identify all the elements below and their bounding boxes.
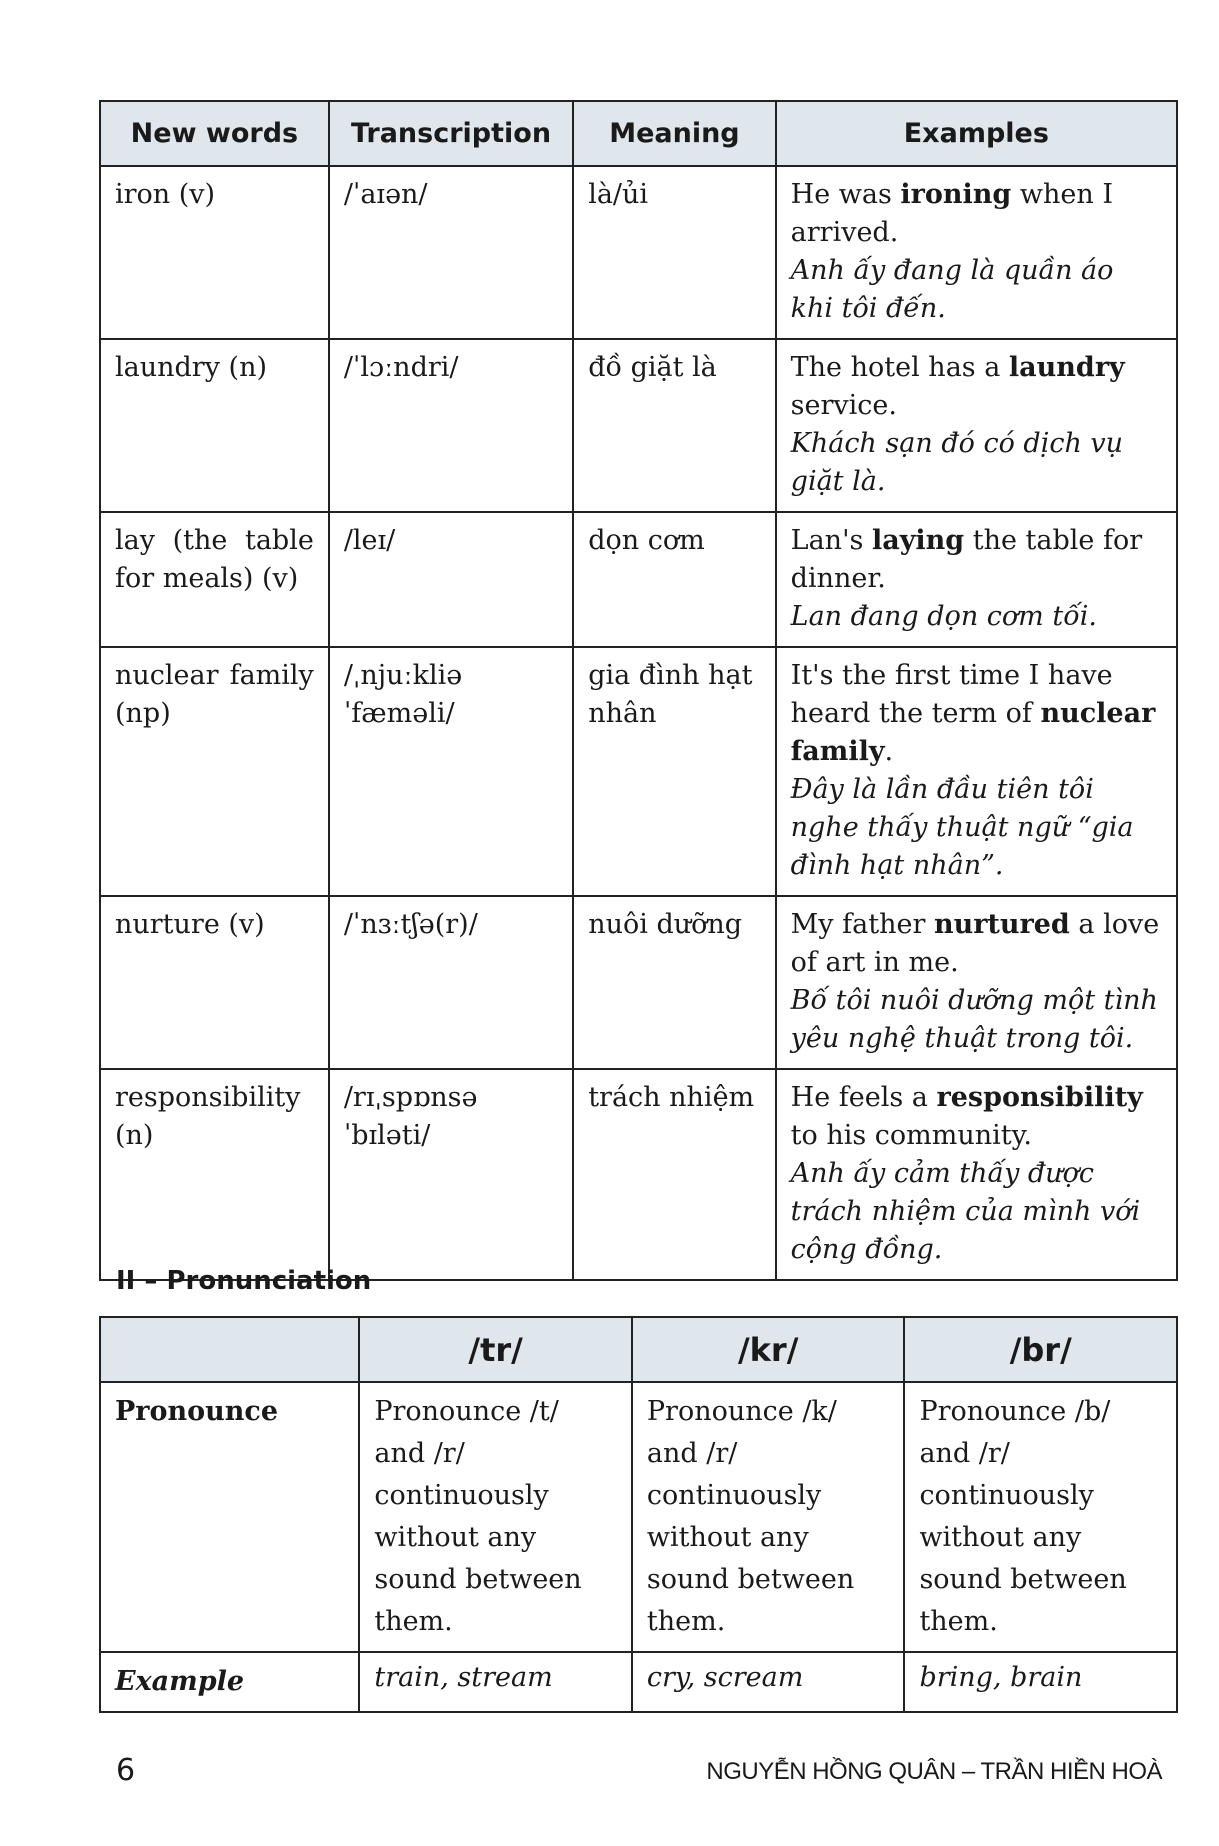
example-kr: cry, scream bbox=[632, 1652, 905, 1712]
vocab-meaning: đồ giặt là bbox=[573, 339, 775, 512]
example-vietnamese: Khách sạn đó có dịch vụ giặt là. bbox=[790, 428, 1124, 497]
vocab-example bbox=[776, 896, 1177, 1069]
example-text: the table for dinner. bbox=[790, 525, 1143, 594]
example-keyword: ironing bbox=[900, 179, 1012, 210]
vocab-meaning: trách nhiệm bbox=[573, 1069, 775, 1280]
example-text: He feels a bbox=[790, 1082, 937, 1113]
vocab-meaning: dọn cơm bbox=[573, 512, 775, 647]
example-text: when I arrived. bbox=[790, 179, 1114, 248]
vocab-transcription: /ˈaɪən/ bbox=[329, 166, 573, 339]
vocab-word: lay (the table for meals) (v) bbox=[100, 512, 329, 647]
header-transcription: Transcription bbox=[329, 101, 573, 166]
table-row bbox=[100, 512, 1177, 647]
page-number: 6 bbox=[116, 1753, 136, 1788]
vocab-example bbox=[776, 647, 1177, 896]
example-keyword: nuclear family bbox=[790, 698, 1156, 767]
vocab-example bbox=[776, 339, 1177, 512]
example-text: He was bbox=[790, 179, 901, 210]
vocab-transcription: /ˌnjuːkliə ˈfæməli/ bbox=[329, 647, 573, 896]
example-keyword: laundry bbox=[1008, 352, 1125, 383]
example-text: to his community. bbox=[790, 1120, 1032, 1151]
header-kr: /kr/ bbox=[632, 1317, 905, 1382]
pronunciation-table bbox=[99, 1316, 1178, 1713]
table-row bbox=[100, 339, 1177, 512]
vocab-transcription: /ˈlɔːndri/ bbox=[329, 339, 573, 512]
example-text: It's the first time I have heard the term of bbox=[790, 660, 1113, 729]
example-english bbox=[791, 176, 1162, 252]
example-text: . bbox=[884, 736, 894, 767]
header-examples: Examples bbox=[776, 101, 1177, 166]
vocab-example bbox=[776, 512, 1177, 647]
example-text: service. bbox=[790, 390, 897, 421]
vocab-word: responsibility (n) bbox=[100, 1069, 329, 1280]
vocab-word: nurture (v) bbox=[100, 896, 329, 1069]
vocab-example bbox=[776, 1069, 1177, 1280]
pronounce-tr: Pronounce /t/ and /r/ continuously without any sound between them. bbox=[359, 1382, 632, 1652]
section-heading-pronunciation: II – Pronunciation bbox=[116, 1266, 372, 1296]
example-row bbox=[100, 1652, 1177, 1712]
example-keyword: nurtured bbox=[933, 909, 1070, 940]
footer-authors: NGUYỄN HỒNG QUÂN – TRẦN HIỀN HOÀ bbox=[706, 1758, 1162, 1785]
example-text: The hotel has a bbox=[790, 352, 1009, 383]
header-br: /br/ bbox=[904, 1317, 1177, 1382]
pronounce-br: Pronounce /b/ and /r/ continuously without any sound between them. bbox=[904, 1382, 1177, 1652]
vocab-word: nuclear family (np) bbox=[100, 647, 329, 896]
vocab-meaning: gia đình hạt nhân bbox=[573, 647, 775, 896]
example-english bbox=[791, 906, 1162, 982]
example-label: Example bbox=[100, 1652, 359, 1712]
example-keyword: laying bbox=[871, 525, 965, 556]
vocab-transcription: /rɪˌspɒnsəˈbɪləti/ bbox=[329, 1069, 573, 1280]
example-keyword: responsibility bbox=[936, 1082, 1143, 1113]
example-vietnamese: Anh ấy cảm thấy được trách nhiệm của mình với cộng đồng. bbox=[790, 1158, 1141, 1265]
table-row bbox=[100, 647, 1177, 896]
example-vietnamese: Lan đang dọn cơm tối. bbox=[790, 601, 1097, 632]
example-english bbox=[791, 522, 1162, 598]
example-br: bring, brain bbox=[904, 1652, 1177, 1712]
example-text: Lan's bbox=[790, 525, 872, 556]
pronounce-row bbox=[100, 1382, 1177, 1652]
vocab-transcription: /leɪ/ bbox=[329, 512, 573, 647]
header-new-words: New words bbox=[100, 101, 329, 166]
example-vietnamese: Đây là lần đầu tiên tôi nghe thấy thuật ngữ “gia đình hạt nhân”. bbox=[790, 774, 1134, 881]
example-english bbox=[791, 657, 1162, 771]
table-row bbox=[100, 166, 1177, 339]
vocabulary-table bbox=[99, 100, 1178, 1281]
vocab-word: laundry (n) bbox=[100, 339, 329, 512]
vocab-transcription: /ˈnɜːtʃə(r)/ bbox=[329, 896, 573, 1069]
header-blank bbox=[100, 1317, 359, 1382]
example-english bbox=[791, 1079, 1162, 1155]
example-vietnamese: Anh ấy đang là quần áo khi tôi đến. bbox=[790, 255, 1114, 324]
vocab-meaning: nuôi dưỡng bbox=[573, 896, 775, 1069]
pronounce-kr: Pronounce /k/ and /r/ continuously without any sound between them. bbox=[632, 1382, 905, 1652]
table-row bbox=[100, 896, 1177, 1069]
vocab-example bbox=[776, 166, 1177, 339]
header-meaning: Meaning bbox=[573, 101, 775, 166]
vocab-word: iron (v) bbox=[100, 166, 329, 339]
header-tr: /tr/ bbox=[359, 1317, 632, 1382]
vocab-meaning: là/ủi bbox=[573, 166, 775, 339]
table-row bbox=[100, 1069, 1177, 1280]
example-vietnamese: Bố tôi nuôi dưỡng một tình yêu nghệ thuật trong tôi. bbox=[790, 985, 1158, 1054]
example-tr: train, stream bbox=[359, 1652, 632, 1712]
vocabulary-header-row bbox=[100, 101, 1177, 166]
pronounce-label: Pronounce bbox=[100, 1382, 359, 1652]
example-text: My father bbox=[790, 909, 934, 940]
example-english bbox=[791, 349, 1162, 425]
pronunciation-header-row bbox=[100, 1317, 1177, 1382]
example-text: a love of art in me. bbox=[790, 909, 1160, 978]
